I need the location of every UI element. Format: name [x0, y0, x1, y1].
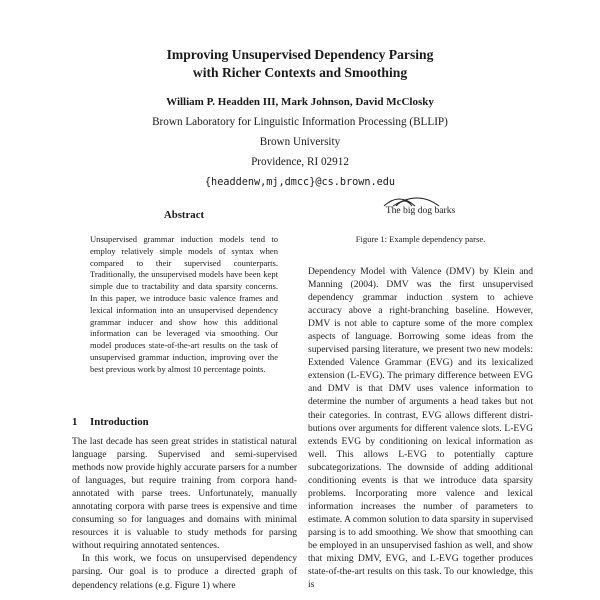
author-list: William P. Headden III, Mark Johnson, David McClosky [166, 96, 434, 108]
introduction-paragraph-1: The last decade has seen great strides in statistical natural language parsing. Supervised and semi-supervised methods now provide highly accurate parsers for a number of languages, but require training from corpora hand-annotated with parse trees. Unfortunately, manually annotating corpora with parse trees is expensive and time consuming so for languages and domains with minimal resources it is valuable to study methods for parsing without requiring annotated sentences. [72, 436, 297, 552]
right-column-body [308, 265, 533, 591]
paper-title-line-2: with Richer Contexts and Smoothing [192, 65, 408, 80]
figure-1 [308, 192, 533, 252]
paper-title-line-1: Improving Unsupervised Dependency Parsing [166, 47, 434, 62]
section-title: Introduction [90, 416, 149, 428]
introduction-paragraph-2: In this work, we focus on unsupervised dependency parsing. Our goal is to produce a directed graph of dependency relations (e.g. Figure 1) where [72, 553, 297, 591]
abstract-heading: Abstract [163, 209, 205, 221]
right-column-paragraph: Dependency Model with Valence (DMV) by Klein and Manning (2004). DMV was the first unsupervised dependency grammar induction system to achieve accuracy above a right-branching baseline. However, DMV is not able to capture some of the more complex aspects of language. Borrowing some ideas from the supervised parsing literature, we present two new models: Extended Valence Grammar (EVG) and its lexicalized extension (L-EVG). The primary difference between EVG and DMV is that DMV uses valence information to determine the number of arguments a head takes but not their categories. In contrast, EVG allows different distributions over arguments for different valence slots. L-EVG extends EVG by conditioning on lexical information as well. This allows L-EVG to potentially capture subcategorizations. The downside of adding additional conditioning events is that we introduce data sparsity problems. Incorporating more valence and lexical information increases the number of parameters to estimate. A common solution to data sparsity in supervised parsing is to add smoothing. We show that smoothing can be employed in an unsupervised fashion as well, and show that mixing DMV, EVG, and L-EVG together produces state-of-the-art results on this task. To our knowledge, this is [308, 266, 533, 591]
figure-caption: Figure 1: Example dependency parse. [355, 234, 486, 244]
figure-sentence: The big dog barks [385, 205, 456, 216]
location: Providence, RI 02912 [251, 156, 349, 168]
affiliation: Brown Laboratory for Linguistic Information Processing (BLLIP) [152, 116, 448, 128]
author-email: {headdenw,mj,dmcc}@cs.brown.edu [204, 177, 396, 188]
section-heading-introduction [72, 416, 149, 428]
introduction-body [72, 435, 297, 592]
section-number: 1 [72, 416, 78, 428]
abstract-text: Unsupervised grammar induction models tend to employ relatively simple models of syntax when compared to their supervised counterparts. Traditionally, the unsupervised models have been kept simple due to tractability and data sparsity concerns. In this paper, we introduce basic valence frames and lexical information into an unsupervised dependency grammar inducer and show how this additional information can be leveraged via smoothing. Our model produces state-of-the-art results on the task of unsupervised grammar induction, improving over the best previous work by almost 10 percentage points. [90, 234, 278, 374]
university: Brown University [259, 136, 341, 148]
